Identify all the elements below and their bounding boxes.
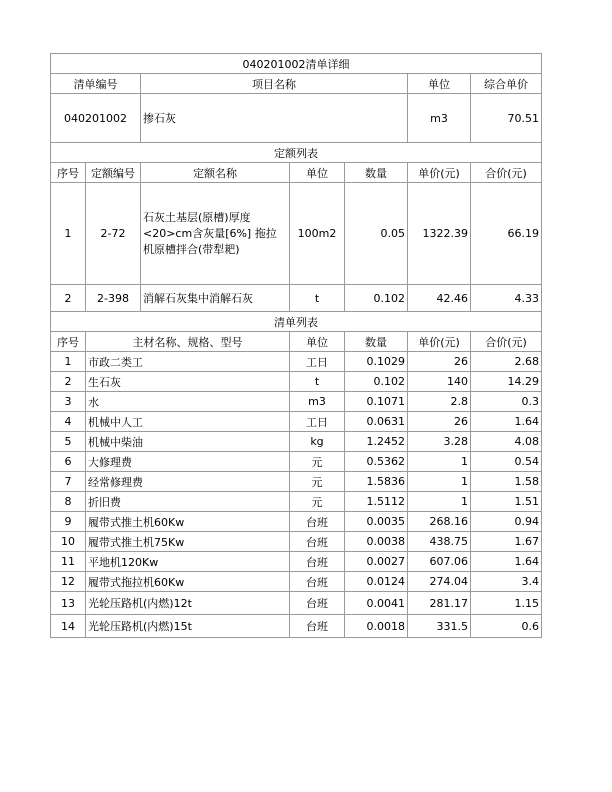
quota-code: 2-398 <box>86 285 141 312</box>
quota-total-header: 合价(元) <box>471 163 542 183</box>
quota-name-header: 定额名称 <box>141 163 290 183</box>
quota-code: 2-72 <box>86 183 141 285</box>
bill-code-header: 清单编号 <box>51 74 141 94</box>
list-name: 履带式推土机75Kw <box>86 532 290 552</box>
table-row <box>51 472 542 492</box>
list-total: 1.67 <box>471 532 542 552</box>
list-qty: 1.5112 <box>345 492 408 512</box>
quota-total: 4.33 <box>471 285 542 312</box>
quota-qty: 0.102 <box>345 285 408 312</box>
list-unit-price: 1 <box>408 472 471 492</box>
list-name: 折旧费 <box>86 492 290 512</box>
list-qty-header: 数量 <box>345 332 408 352</box>
list-name: 履带式推土机60Kw <box>86 512 290 532</box>
list-qty: 0.1029 <box>345 352 408 372</box>
list-qty: 0.0035 <box>345 512 408 532</box>
table-row <box>51 532 542 552</box>
list-qty: 0.5362 <box>345 452 408 472</box>
list-seq: 9 <box>51 512 86 532</box>
list-name: 机械中人工 <box>86 412 290 432</box>
list-unit-price: 2.8 <box>408 392 471 412</box>
quota-seq: 2 <box>51 285 86 312</box>
bill-name-header: 项目名称 <box>141 74 408 94</box>
table-row <box>51 592 542 615</box>
list-seq: 11 <box>51 552 86 572</box>
list-seq: 4 <box>51 412 86 432</box>
list-unit-price: 26 <box>408 412 471 432</box>
bill-price: 70.51 <box>471 94 542 143</box>
list-unit-price: 3.28 <box>408 432 471 452</box>
list-unit-price-header: 单价(元) <box>408 332 471 352</box>
list-unit: 工日 <box>290 352 345 372</box>
list-name: 光轮压路机(内燃)12t <box>86 592 290 615</box>
bill-detail-table <box>50 53 542 638</box>
list-unit: t <box>290 372 345 392</box>
table-row <box>51 552 542 572</box>
list-total: 0.94 <box>471 512 542 532</box>
list-seq: 5 <box>51 432 86 452</box>
list-qty: 1.5836 <box>345 472 408 492</box>
list-total: 1.51 <box>471 492 542 512</box>
list-unit: 工日 <box>290 412 345 432</box>
list-unit-price: 26 <box>408 352 471 372</box>
table-title: 040201002清单详细 <box>51 54 542 74</box>
list-qty: 0.0124 <box>345 572 408 592</box>
list-seq: 7 <box>51 472 86 492</box>
table-row <box>51 572 542 592</box>
quota-row <box>51 285 542 312</box>
bill-unit: m3 <box>408 94 471 143</box>
table-row <box>51 432 542 452</box>
list-total: 1.58 <box>471 472 542 492</box>
quota-unit-price: 1322.39 <box>408 183 471 285</box>
list-unit-price: 140 <box>408 372 471 392</box>
list-qty: 0.0038 <box>345 532 408 552</box>
table-row <box>51 412 542 432</box>
list-qty: 0.0041 <box>345 592 408 615</box>
list-total: 14.29 <box>471 372 542 392</box>
quota-code-header: 定额编号 <box>86 163 141 183</box>
table-row <box>51 492 542 512</box>
list-unit-price: 438.75 <box>408 532 471 552</box>
list-unit: 元 <box>290 472 345 492</box>
table-row <box>51 512 542 532</box>
list-qty: 0.1071 <box>345 392 408 412</box>
list-name: 机械中柴油 <box>86 432 290 452</box>
table-row <box>51 615 542 638</box>
list-name: 大修理费 <box>86 452 290 472</box>
quota-unit-price-header: 单价(元) <box>408 163 471 183</box>
list-qty: 0.102 <box>345 372 408 392</box>
list-total: 1.64 <box>471 412 542 432</box>
quota-qty: 0.05 <box>345 183 408 285</box>
quota-total: 66.19 <box>471 183 542 285</box>
bill-unit-header: 单位 <box>408 74 471 94</box>
list-seq: 3 <box>51 392 86 412</box>
list-name: 平地机120Kw <box>86 552 290 572</box>
list-seq: 14 <box>51 615 86 638</box>
list-name: 市政二类工 <box>86 352 290 372</box>
list-unit: 台班 <box>290 532 345 552</box>
quota-unit: 100m2 <box>290 183 345 285</box>
list-qty: 0.0631 <box>345 412 408 432</box>
list-name: 履带式拖拉机60Kw <box>86 572 290 592</box>
list-total: 0.54 <box>471 452 542 472</box>
list-section-title: 清单列表 <box>51 312 542 332</box>
table-row <box>51 392 542 412</box>
list-unit: 台班 <box>290 512 345 532</box>
table-row <box>51 352 542 372</box>
list-unit: 台班 <box>290 615 345 638</box>
quota-unit-price: 42.46 <box>408 285 471 312</box>
list-unit-price: 274.04 <box>408 572 471 592</box>
list-total: 1.15 <box>471 592 542 615</box>
table-row <box>51 372 542 392</box>
list-qty: 1.2452 <box>345 432 408 452</box>
list-unit: 元 <box>290 452 345 472</box>
list-total: 3.4 <box>471 572 542 592</box>
list-unit: 元 <box>290 492 345 512</box>
list-seq: 8 <box>51 492 86 512</box>
list-unit: m3 <box>290 392 345 412</box>
quota-qty-header: 数量 <box>345 163 408 183</box>
quota-unit: t <box>290 285 345 312</box>
list-name-header: 主材名称、规格、型号 <box>86 332 290 352</box>
list-unit: 台班 <box>290 552 345 572</box>
list-seq: 13 <box>51 592 86 615</box>
list-seq: 6 <box>51 452 86 472</box>
list-total-header: 合价(元) <box>471 332 542 352</box>
bill-code: 040201002 <box>51 94 141 143</box>
list-total: 1.64 <box>471 552 542 572</box>
table-row <box>51 452 542 472</box>
list-qty: 0.0018 <box>345 615 408 638</box>
list-name: 生石灰 <box>86 372 290 392</box>
list-seq: 12 <box>51 572 86 592</box>
list-total: 0.3 <box>471 392 542 412</box>
bill-name: 掺石灰 <box>141 94 408 143</box>
list-unit-price: 268.16 <box>408 512 471 532</box>
list-name: 经常修理费 <box>86 472 290 492</box>
list-total: 2.68 <box>471 352 542 372</box>
quota-section-title: 定额列表 <box>51 143 542 163</box>
quota-name: 石灰土基层(原槽)厚度<20>cm含灰量[6%] 拖拉机原槽拌合(带犁耙) <box>141 183 290 285</box>
list-unit: kg <box>290 432 345 452</box>
list-unit-price: 607.06 <box>408 552 471 572</box>
list-qty: 0.0027 <box>345 552 408 572</box>
list-unit-price: 1 <box>408 492 471 512</box>
quota-seq-header: 序号 <box>51 163 86 183</box>
list-unit-price: 1 <box>408 452 471 472</box>
list-name: 水 <box>86 392 290 412</box>
list-seq: 10 <box>51 532 86 552</box>
list-total: 4.08 <box>471 432 542 452</box>
list-seq: 2 <box>51 372 86 392</box>
list-seq: 1 <box>51 352 86 372</box>
quota-unit-header: 单位 <box>290 163 345 183</box>
quota-row <box>51 183 542 285</box>
list-seq-header: 序号 <box>51 332 86 352</box>
list-unit: 台班 <box>290 572 345 592</box>
list-total: 0.6 <box>471 615 542 638</box>
quota-seq: 1 <box>51 183 86 285</box>
bill-price-header: 综合单价 <box>471 74 542 94</box>
list-unit-price: 331.5 <box>408 615 471 638</box>
list-unit: 台班 <box>290 592 345 615</box>
list-unit-price: 281.17 <box>408 592 471 615</box>
list-unit-header: 单位 <box>290 332 345 352</box>
list-name: 光轮压路机(内燃)15t <box>86 615 290 638</box>
quota-name: 消解石灰集中消解石灰 <box>141 285 290 312</box>
